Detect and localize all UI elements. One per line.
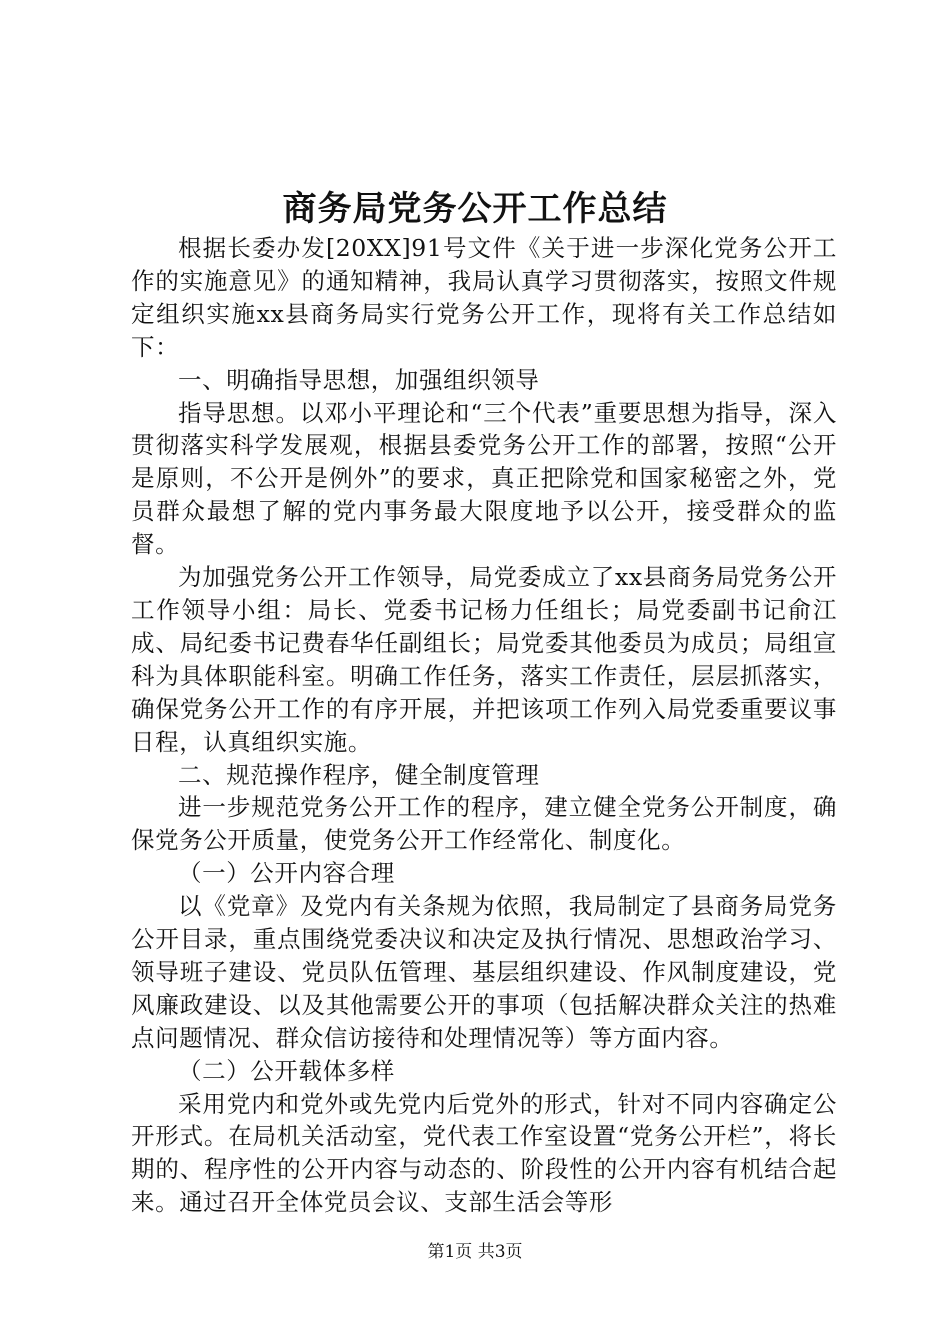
paragraph-guiding-thought: 指导思想。以邓小平理论和“三个代表”重要思想为指导，深入贯彻落实科学发展观，根据县委党务公开工作的部署，按照“公开是原则，不公开是例外”的要求，真正把除党和国家秘密之外，党员群众最想了解的党内事务最大限度地予以公开，接受群众的监督。 (131, 398, 837, 559)
section-heading-2: 二、规范操作程序，健全制度管理 (178, 760, 540, 789)
paragraph-leadership-group: 为加强党务公开工作领导，局党委成立了xx县商务局党务公开工作领导小组：局长、党委书记杨力任组长；局党委副书记俞江成、局纪委书记费春华任副组长；局党委其他委员为成员；局组宣科为具体职能科室。明确工作任务，落实工作责任，层层抓落实，确保党务公开工作的有序开展，并把该项工作列入局党委重要议事日程，认真组织实施。 (131, 563, 837, 756)
paragraph-content: 以《党章》及党内有关条规为依照，我局制定了县商务局党务公开目录，重点围绕党委决议和决定及执行情况、思想政治学习、领导班子建设、党员队伍管理、基层组织建设、作风制度建设，党风廉政建设、以及其他需要公开的事项（包括解决群众关注的热难点问题情况、群众信访接待和处理情况等）等方面内容。 (131, 892, 837, 1052)
document-body (131, 232, 837, 1219)
paragraph-carriers: 采用党内和党外或先党内后党外的形式，针对不同内容确定公开形式。在局机关活动室，党代表工作室设置“党务公开栏”，将长期的、程序性的公开内容与动态的、阶段性的公开内容有机结合起来。通过召开全体党员会议、支部生活会等形 (131, 1089, 837, 1217)
paragraph-intro: 根据长委办发[20XX]91号文件《关于进一步深化党务公开工作的实施意见》的通知精神，我局认真学习贯彻落实，按照文件规定组织实施xx县商务局实行党务公开工作，现将有关工作总结如下： (131, 234, 837, 361)
document-title: 商务局党务公开工作总结 (282, 189, 668, 229)
subsection-heading-2: （二）公开载体多样 (178, 1056, 395, 1085)
subsection-heading-1: （一）公开内容合理 (178, 859, 395, 888)
section-heading-1: 一、明确指导思想，加强组织领导 (178, 365, 540, 394)
page-footer: 第1页 共3页 (427, 1242, 523, 1262)
paragraph-procedures: 进一步规范党务公开工作的程序，建立健全党务公开制度，确保党务公开质量，使党务公开工作经常化、制度化。 (131, 793, 837, 855)
